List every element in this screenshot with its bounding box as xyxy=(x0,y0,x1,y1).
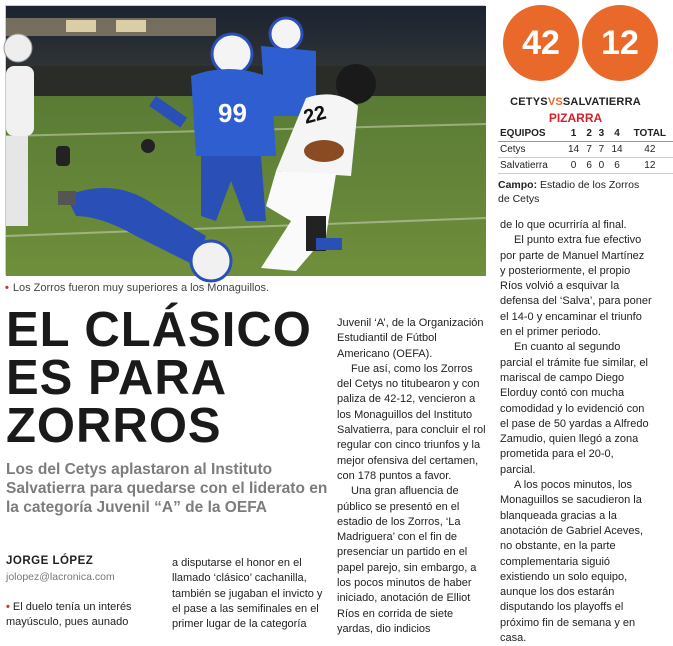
paragraph: de lo que ocurriría al final. xyxy=(500,219,627,231)
venue-info xyxy=(498,178,653,206)
quarter-cell: 0 xyxy=(595,158,607,174)
table-row xyxy=(498,142,673,158)
paragraph: a disputarse el honor en el llamado ‘clásico’ cachanilla, también se jugaban el invicto y el pase a las semifinales en el primer lugar de la categoría xyxy=(172,557,323,631)
article-column-2 xyxy=(172,556,327,632)
total-cell: 42 xyxy=(627,142,673,158)
svg-text:22: 22 xyxy=(301,101,329,129)
col-header-q1: 1 xyxy=(564,126,583,142)
quarter-cell: 14 xyxy=(564,142,583,158)
vs-label: VS xyxy=(547,96,563,108)
col-header-total: TOTAL xyxy=(627,126,673,142)
score-table-wrapper xyxy=(498,126,667,174)
photo-caption xyxy=(5,282,485,294)
article-column-4 xyxy=(500,218,652,646)
author-email: jolopez@lacronica.com xyxy=(6,571,115,583)
headline-line: ES PARA xyxy=(6,351,228,405)
paragraph: Juvenil ‘A’, de la Organización Estudiantil de Fútbol Americano (OEFA). xyxy=(337,317,484,360)
paragraph: El punto extra fue efectivo por parte de Manuel Martínez y posteriormente, el propio Ríos volvió a esquivar la defensa del ‘Salva’, para poner el 14-0 y encaminar el triunfo en el primer periodo. xyxy=(500,234,652,339)
quarter-cell: 14 xyxy=(607,142,626,158)
article-deck: Los del Cetys aplastaron al Instituto Salvatierra para quedarse con el liderato en la categoría Juvenil “A” de la OEFA xyxy=(6,461,328,516)
quarter-cell: 0 xyxy=(564,158,583,174)
away-score: 12 xyxy=(582,5,658,81)
article-column-1 xyxy=(6,600,158,631)
scoreboard-title: PIZARRA xyxy=(548,111,603,125)
col-header-q4: 4 xyxy=(607,126,626,142)
score-table xyxy=(498,126,673,174)
home-score: 42 xyxy=(503,5,579,81)
home-team-name: CETYS xyxy=(510,96,548,108)
score-table-header xyxy=(498,126,673,142)
col-header-q2: 2 xyxy=(583,126,595,142)
caption-bullet: • xyxy=(5,282,9,294)
headline-line: ZORROS xyxy=(6,399,222,453)
venue-label: Campo: xyxy=(498,179,538,191)
paragraph: Una gran afluencia de público se presentó en el estadio de los Zorros, ‘La Madriguera’ con el fin de presenciar un partido en el papel parejo, sin embargo, a los pocos minutos de haber iniciado, anotación de Elliot Ríos en corrida de siete yardas, dio indicios xyxy=(337,485,477,635)
paragraph: En cuanto al segundo parcial el trámite fue similar, el mariscal de campo Diego Elorduy contó con mucha comodidad y lo evidenció con el pase de 50 yardas a Alfredo Zamudio, quien llegó a zona prometida para el 20-0, parcial. xyxy=(500,341,649,476)
team-cell: Salvatierra xyxy=(498,158,564,174)
matchup-label xyxy=(498,96,653,108)
article-column-3 xyxy=(337,316,487,637)
total-cell: 12 xyxy=(627,158,673,174)
venue-text: Estadio de los Zorros de Cetys xyxy=(498,179,640,205)
quarter-cell: 6 xyxy=(583,158,595,174)
paragraph: A los pocos minutos, los Monaguillos se sacudieron la blanqueada gracias a la anotación de Gabriel Aceves, no obstante, en la parte complementaria siguió existiendo un solo equipo, aunque los dos estarán disputando los playoffs el próximo fin de semana y en casa. xyxy=(500,479,644,645)
team-cell: Cetys xyxy=(498,142,564,158)
table-row xyxy=(498,158,673,174)
paragraph-bullet: • xyxy=(6,601,10,613)
quarter-cell: 7 xyxy=(583,142,595,158)
caption-text: Los Zorros fueron muy superiores a los Monaguillos. xyxy=(12,282,270,294)
col-header-q3: 3 xyxy=(595,126,607,142)
paragraph: El duelo tenía un interés mayúsculo, pues aunado xyxy=(6,601,132,629)
quarter-cell: 6 xyxy=(607,158,626,174)
paragraph: Fue así, como los Zorros del Cetys no titubearon y con paliza de 42-12, vencieron a los Monaguillos del Instituto Salvatierra, para concluir el rol regular con cinco triunfos y la mejor ofensiva del certamen, con 178 puntos a favor. xyxy=(337,362,486,482)
game-photo xyxy=(5,5,485,275)
author-name: JORGE LÓPEZ xyxy=(6,555,94,567)
col-header-teams: EQUIPOS xyxy=(498,126,564,142)
headline-line: EL CLÁSICO xyxy=(6,303,312,357)
svg-text:99: 99 xyxy=(218,98,247,128)
page-title xyxy=(6,303,326,453)
away-team-name: SALVATIERRA xyxy=(562,96,641,108)
quarter-cell: 7 xyxy=(595,142,607,158)
score-display xyxy=(500,5,650,80)
